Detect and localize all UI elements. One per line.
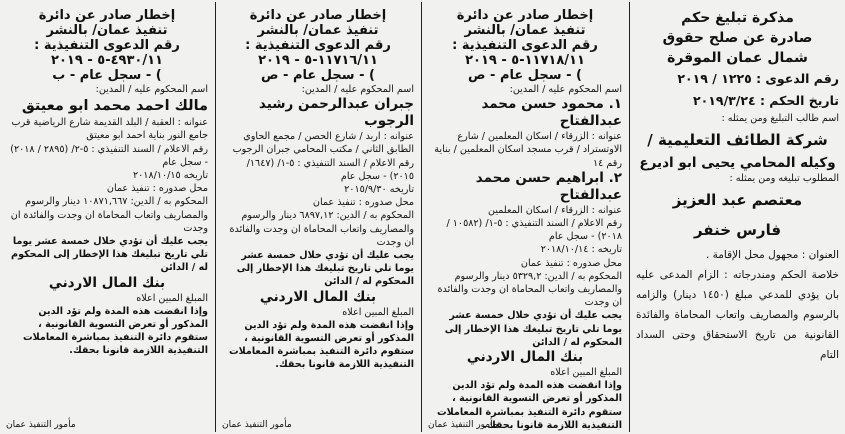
enforcement-warning: وإذا انقضت هذه المدة ولم تؤد الدين المذكور أو تعرض التسوية القانونية ، ستقوم دائرة التنفيذ بمباشرة المعاملات التنفيذية اللازمة قانونا بحقك.	[22, 305, 208, 357]
debtor-name-1: جبران عبدالرحمن رشيد الرجوب	[258, 96, 414, 130]
debt-amount: المحكوم به / الدين: ٥٣٢٩,٢ دينار والرسوم والمصاريف واتعاب المحاماة ان وجدت والفائدة ان وجدت	[437, 270, 622, 309]
execution-notice-3	[0, 2, 214, 432]
reference-number: رقم الاعلام / السند التنفيذي : ٥-١/ (١٠٥٨٢ / ٢٠١٨) - سجل عام	[446, 218, 622, 243]
case-number: رقم الدعوى : ١٢٢٥ / ٢٠١٩	[677, 71, 839, 86]
payment-notice: يجب عليك أن تؤدي خلال خمسة عشر يوما تلي تاريخ تبليغك هذا الإخطار إلى المحكوم له / الدائن	[236, 250, 414, 288]
case-label: رقم الدعوى التنفيذية :	[34, 38, 180, 53]
payment-notice: يجب عليك أن تؤدي خلال خمسة عشر يوما تلي تاريخ تبليغك هذا الإخطار إلى المحكوم له / الدائن	[444, 310, 622, 348]
case-label: رقم الدعوى التنفيذية :	[452, 38, 598, 53]
debtor-label: اسم المحكوم عليه / المدين:	[95, 84, 208, 95]
court-location: شمال عمان الموقرة	[667, 50, 808, 66]
debtor-address-1: عنوانه : الزرقاء / اسكان المعلمين / شارع الاوتستراد / قرب مسجد اسكان المعلمين / بناية رقم ١٤	[434, 131, 622, 169]
amount-label: المبلغ المبين اعلاه	[136, 292, 208, 304]
debtor-label: اسم المحكوم عليه / المدين:	[301, 84, 414, 95]
registry-type: ) - سجل عام - ص	[261, 68, 375, 83]
issuer: محل صدوره : تنفيذ عمان	[520, 257, 622, 269]
debtor-name-1: ١. محمود حسن محمد عبدالفتاح	[481, 96, 622, 130]
debt-amount: المحكوم به / الدين: ٦٨٩٧,١٢ دينار والرسوم والمصاريف واتعاب المحاماة ان وجدت والفائدة ان وجدت	[229, 210, 414, 248]
debt-amount: المحكوم به / الدين: ١٠٨٧١,٦٦٧ دينار والرسوم والمصاريف واتعاب المحاماة ان وجدت والفائدة ان وجدت	[10, 196, 208, 234]
requester-lawyer: وكيله المحامي يحيى ابو اديرع	[639, 155, 836, 172]
officer-signature: مأمور التنفيذ عمان	[222, 420, 292, 430]
notice-department: تنفيذ عمان/ بالنشر	[464, 23, 586, 38]
registry-type: ) - سجل عام - ب	[52, 68, 162, 83]
debtor-address-1: عنوانه : العقبة / البلد القديمة شارع الرياضية قرب جامع النور بناية احمد ابو معيتق	[11, 117, 208, 142]
respondent-label: المطلوب تبليغه ومن يمثله :	[729, 173, 839, 185]
case-label: رقم الدعوى التنفيذية :	[245, 38, 391, 53]
case-number: ٤٩٣٠/١١-٥ - ٢٠١٩	[51, 53, 163, 68]
creditor-bank: بنك المال الاردني	[259, 288, 377, 305]
enforcement-warning: وإذا انقضت هذه المدة ولم تؤد الدين المذكور أو تعرض التسوية القانونية ، ستقوم دائرة التنفيذ بمباشرة المعاملات التنفيذية اللازمة قانونا بحقك.	[436, 380, 622, 431]
respondent-address: العنوان : مجهول محل الإقامة .	[706, 249, 839, 262]
reference-date: تاريخه : ٢٠١٨/١٠/١٤	[540, 244, 622, 256]
creditor-bank: بنك المال الاردني	[466, 349, 584, 366]
respondent-name-1: معتصم عبد العزيز	[672, 191, 803, 210]
amount-label: المبلغ المبين اعلاه	[342, 306, 414, 318]
payment-notice: يجب عليك أن تؤدي خلال خمسة عشر يوما تلي تاريخ تبليغك هذا الإخطار إلى المحكوم له / الدائن	[11, 236, 208, 274]
officer-signature: مأمور التنفيذ عمان	[428, 420, 498, 430]
requester-company: شركة الطائف التعليمية /	[647, 131, 828, 150]
reference-number: رقم الاعلام / السند التنفيذي : ٥-١/ (١٦٤٧/ ٢٠١٥) - سجل عام	[246, 157, 414, 182]
debtor-address-2: عنوانه : الزرقاء / اسكان المعلمين	[488, 204, 622, 216]
issuer: محل صدوره : تنفيذ عمان	[312, 197, 414, 209]
requester-label: اسم طالب التبليغ ومن يمثله :	[721, 113, 839, 124]
notice-heading: إخطار صادر عن دائرة	[38, 8, 176, 23]
case-number: ١١٧١٨/١١-٥ - ٢٠١٩	[465, 53, 585, 68]
notice-department: تنفيذ عمان/ بالنشر	[257, 23, 379, 38]
reference-date: تاريخه ٢٠١٨/١٠/١٥	[133, 170, 208, 182]
reference-date: تاريخه ٢٠١٥/٩/٣٠	[344, 184, 414, 196]
debtor-name-1: مالك احمد محمد ابو معيتق	[21, 98, 208, 115]
judgment-summary: خلاصة الحكم ومندرجاته : الزام المدعى عليه بان يؤدي للمدعي مبلغ (١٤٥٠ دينار) والزامه بالرسوم والمصاريف واتعاب المحاماة والفائدة القانونية من تاريخ الاستحقاق وحتى السداد التام	[636, 269, 839, 362]
notice-heading: إخطار صادر عن دائرة	[249, 8, 387, 23]
issuer: محل صدوره : تنفيذ عمان	[106, 183, 208, 195]
respondent-name-2: فارس خنفر	[693, 221, 782, 240]
registry-type: ) - سجل عام - ص	[468, 68, 582, 83]
court-name: صادرة عن صلح حقوق	[662, 30, 813, 46]
enforcement-warning: وإذا انقضت هذه المدة ولم تؤد الدين المذكور أو تعرض التسوية القانونية ، ستقوم دائرة التنفيذ بمباشرة المعاملات التنفيذية اللازمة قانونا بحقك.	[228, 319, 414, 371]
notice-heading: إخطار صادر عن دائرة	[456, 8, 594, 23]
notice-department: تنفيذ عمان/ بالنشر	[46, 23, 168, 38]
judgment-date: تاريخ الحكم : ٢٠١٩/٣/٢٤	[693, 93, 839, 108]
case-number: ١١٧١٦/١١-٥ - ٢٠١٩	[258, 53, 378, 68]
debtor-name-2: ٢. ابراهيم حسن محمد عبدالفتاح	[475, 169, 622, 203]
creditor-bank: بنك المال الاردني	[48, 274, 166, 291]
notice-title: مذكرة تبليغ حكم	[681, 10, 794, 26]
debtor-label: اسم المحكوم عليه / المدين:	[509, 84, 622, 95]
amount-label: المبلغ المبين اعلاه	[550, 367, 622, 379]
reference-number: رقم الاعلام / السند التنفيذي : ٥-٢/ (٢٨٩٥ / ٢٠١٨) - سجل عام	[10, 143, 208, 168]
execution-notice-2	[215, 2, 420, 432]
judgment-notice	[629, 2, 845, 432]
execution-notice-1	[421, 2, 628, 432]
debtor-address-1: عنوانه : اربد / شارع الحصن / مجمع الحاوي الطابق الثاني / مكتب المحامي جبران الرجوب	[232, 131, 414, 156]
officer-signature: مأمور التنفيذ عمان	[6, 420, 76, 430]
